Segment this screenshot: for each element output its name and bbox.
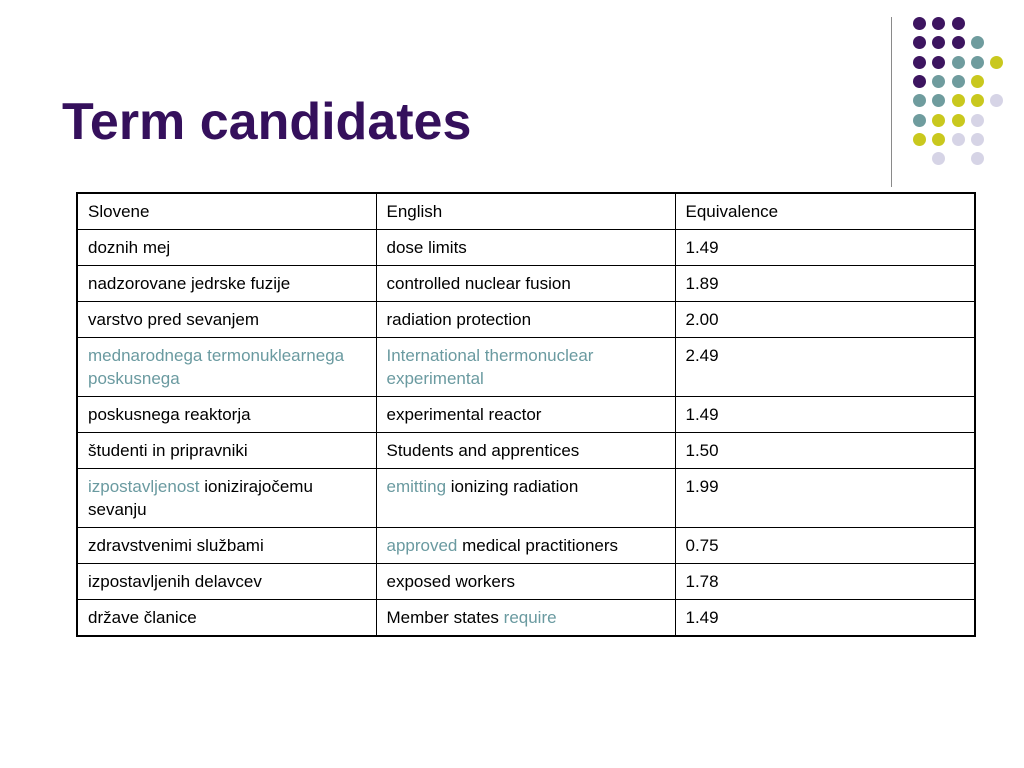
table-row (77, 338, 975, 397)
decorative-dot (932, 152, 945, 165)
table-row (77, 302, 975, 338)
cell-slovene (77, 266, 376, 302)
cell-slovene (77, 338, 376, 397)
term-text: ionizirajočemu sevanju (88, 477, 313, 519)
vertical-divider (891, 17, 892, 187)
term-text: zdravstvenimi službami (88, 536, 264, 555)
header-slovene: Slovene (77, 193, 376, 230)
cell-slovene (77, 302, 376, 338)
highlighted-term: emitting (386, 477, 447, 496)
cell-equivalence: 1.78 (675, 564, 975, 600)
term-text: dose limits (386, 238, 467, 257)
decorative-dot (932, 36, 945, 49)
cell-slovene (77, 600, 376, 637)
term-text: študenti in pripravniki (88, 441, 248, 460)
cell-slovene (77, 564, 376, 600)
decorative-dot (932, 17, 945, 30)
cell-slovene (77, 397, 376, 433)
decorative-dot (952, 75, 965, 88)
table-row (77, 230, 975, 266)
decorative-dot (952, 56, 965, 69)
cell-english (376, 397, 675, 433)
decorative-dot (952, 17, 965, 30)
cell-slovene (77, 528, 376, 564)
cell-english (376, 302, 675, 338)
cell-english (376, 433, 675, 469)
cell-slovene (77, 230, 376, 266)
cell-equivalence: 2.49 (675, 338, 975, 397)
header-equivalence: Equivalence (675, 193, 975, 230)
decorative-dot (971, 56, 984, 69)
term-text: ionizing radiation (446, 477, 579, 496)
cell-equivalence: 2.00 (675, 302, 975, 338)
table-row (77, 469, 975, 528)
decorative-dot (990, 56, 1003, 69)
slide-title: Term candidates (62, 93, 472, 151)
term-text: exposed workers (386, 572, 516, 591)
decorative-dot (913, 133, 926, 146)
decorative-dot (952, 94, 965, 107)
term-text: controlled nuclear fusion (386, 274, 571, 293)
decorative-dot (971, 94, 984, 107)
decorative-dot (971, 114, 984, 127)
decorative-dot (913, 36, 926, 49)
decorative-dot (971, 133, 984, 146)
term-text: države članice (88, 608, 197, 627)
cell-equivalence: 1.49 (675, 397, 975, 433)
highlighted-term: mednarodnega termonuklearnega poskusnega (88, 346, 345, 388)
decorative-dot (932, 133, 945, 146)
decorative-dot (913, 114, 926, 127)
decorative-dot (952, 36, 965, 49)
term-text: varstvo pred sevanjem (88, 310, 260, 329)
cell-english (376, 469, 675, 528)
term-text: experimental reactor (386, 405, 542, 424)
table-row (77, 266, 975, 302)
cell-english (376, 230, 675, 266)
term-text: izpostavljenih delavcev (88, 572, 262, 591)
highlighted-term: izpostavljenost (88, 477, 200, 496)
decorative-dot (932, 75, 945, 88)
cell-equivalence: 1.50 (675, 433, 975, 469)
term-candidates-table (76, 192, 976, 637)
term-text: radiation protection (386, 310, 532, 329)
decorative-dot (913, 17, 926, 30)
table-header-row (77, 193, 975, 230)
table-row (77, 433, 975, 469)
decorative-dot (932, 56, 945, 69)
decorative-dot (990, 94, 1003, 107)
cell-english (376, 600, 675, 637)
term-text: medical practitioners (457, 536, 619, 555)
decorative-dot (952, 114, 965, 127)
highlighted-term: require (503, 608, 557, 627)
cell-english (376, 266, 675, 302)
decorative-dot (913, 75, 926, 88)
decorative-dot (971, 36, 984, 49)
table-row (77, 564, 975, 600)
decorative-dot (952, 133, 965, 146)
term-text: nadzorovane jedrske fuzije (88, 274, 291, 293)
highlighted-term: International thermonuclear experimental (386, 346, 594, 388)
decorative-dot (913, 56, 926, 69)
term-text: poskusnega reaktorja (88, 405, 251, 424)
decorative-dot (932, 114, 945, 127)
table-row (77, 528, 975, 564)
decorative-dot (932, 94, 945, 107)
term-text: Member states (386, 608, 504, 627)
table-row (77, 600, 975, 637)
cell-equivalence: 1.49 (675, 230, 975, 266)
cell-english (376, 564, 675, 600)
decorative-dot (971, 75, 984, 88)
cell-equivalence: 1.89 (675, 266, 975, 302)
cell-slovene (77, 469, 376, 528)
term-text: doznih mej (88, 238, 171, 257)
decorative-dot (913, 94, 926, 107)
table-row (77, 397, 975, 433)
cell-slovene (77, 433, 376, 469)
highlighted-term: approved (386, 536, 458, 555)
decorative-dot (971, 152, 984, 165)
cell-english (376, 338, 675, 397)
cell-equivalence: 1.99 (675, 469, 975, 528)
cell-equivalence: 1.49 (675, 600, 975, 637)
cell-equivalence: 0.75 (675, 528, 975, 564)
cell-english (376, 528, 675, 564)
term-text: Students and apprentices (386, 441, 580, 460)
header-english: English (376, 193, 675, 230)
